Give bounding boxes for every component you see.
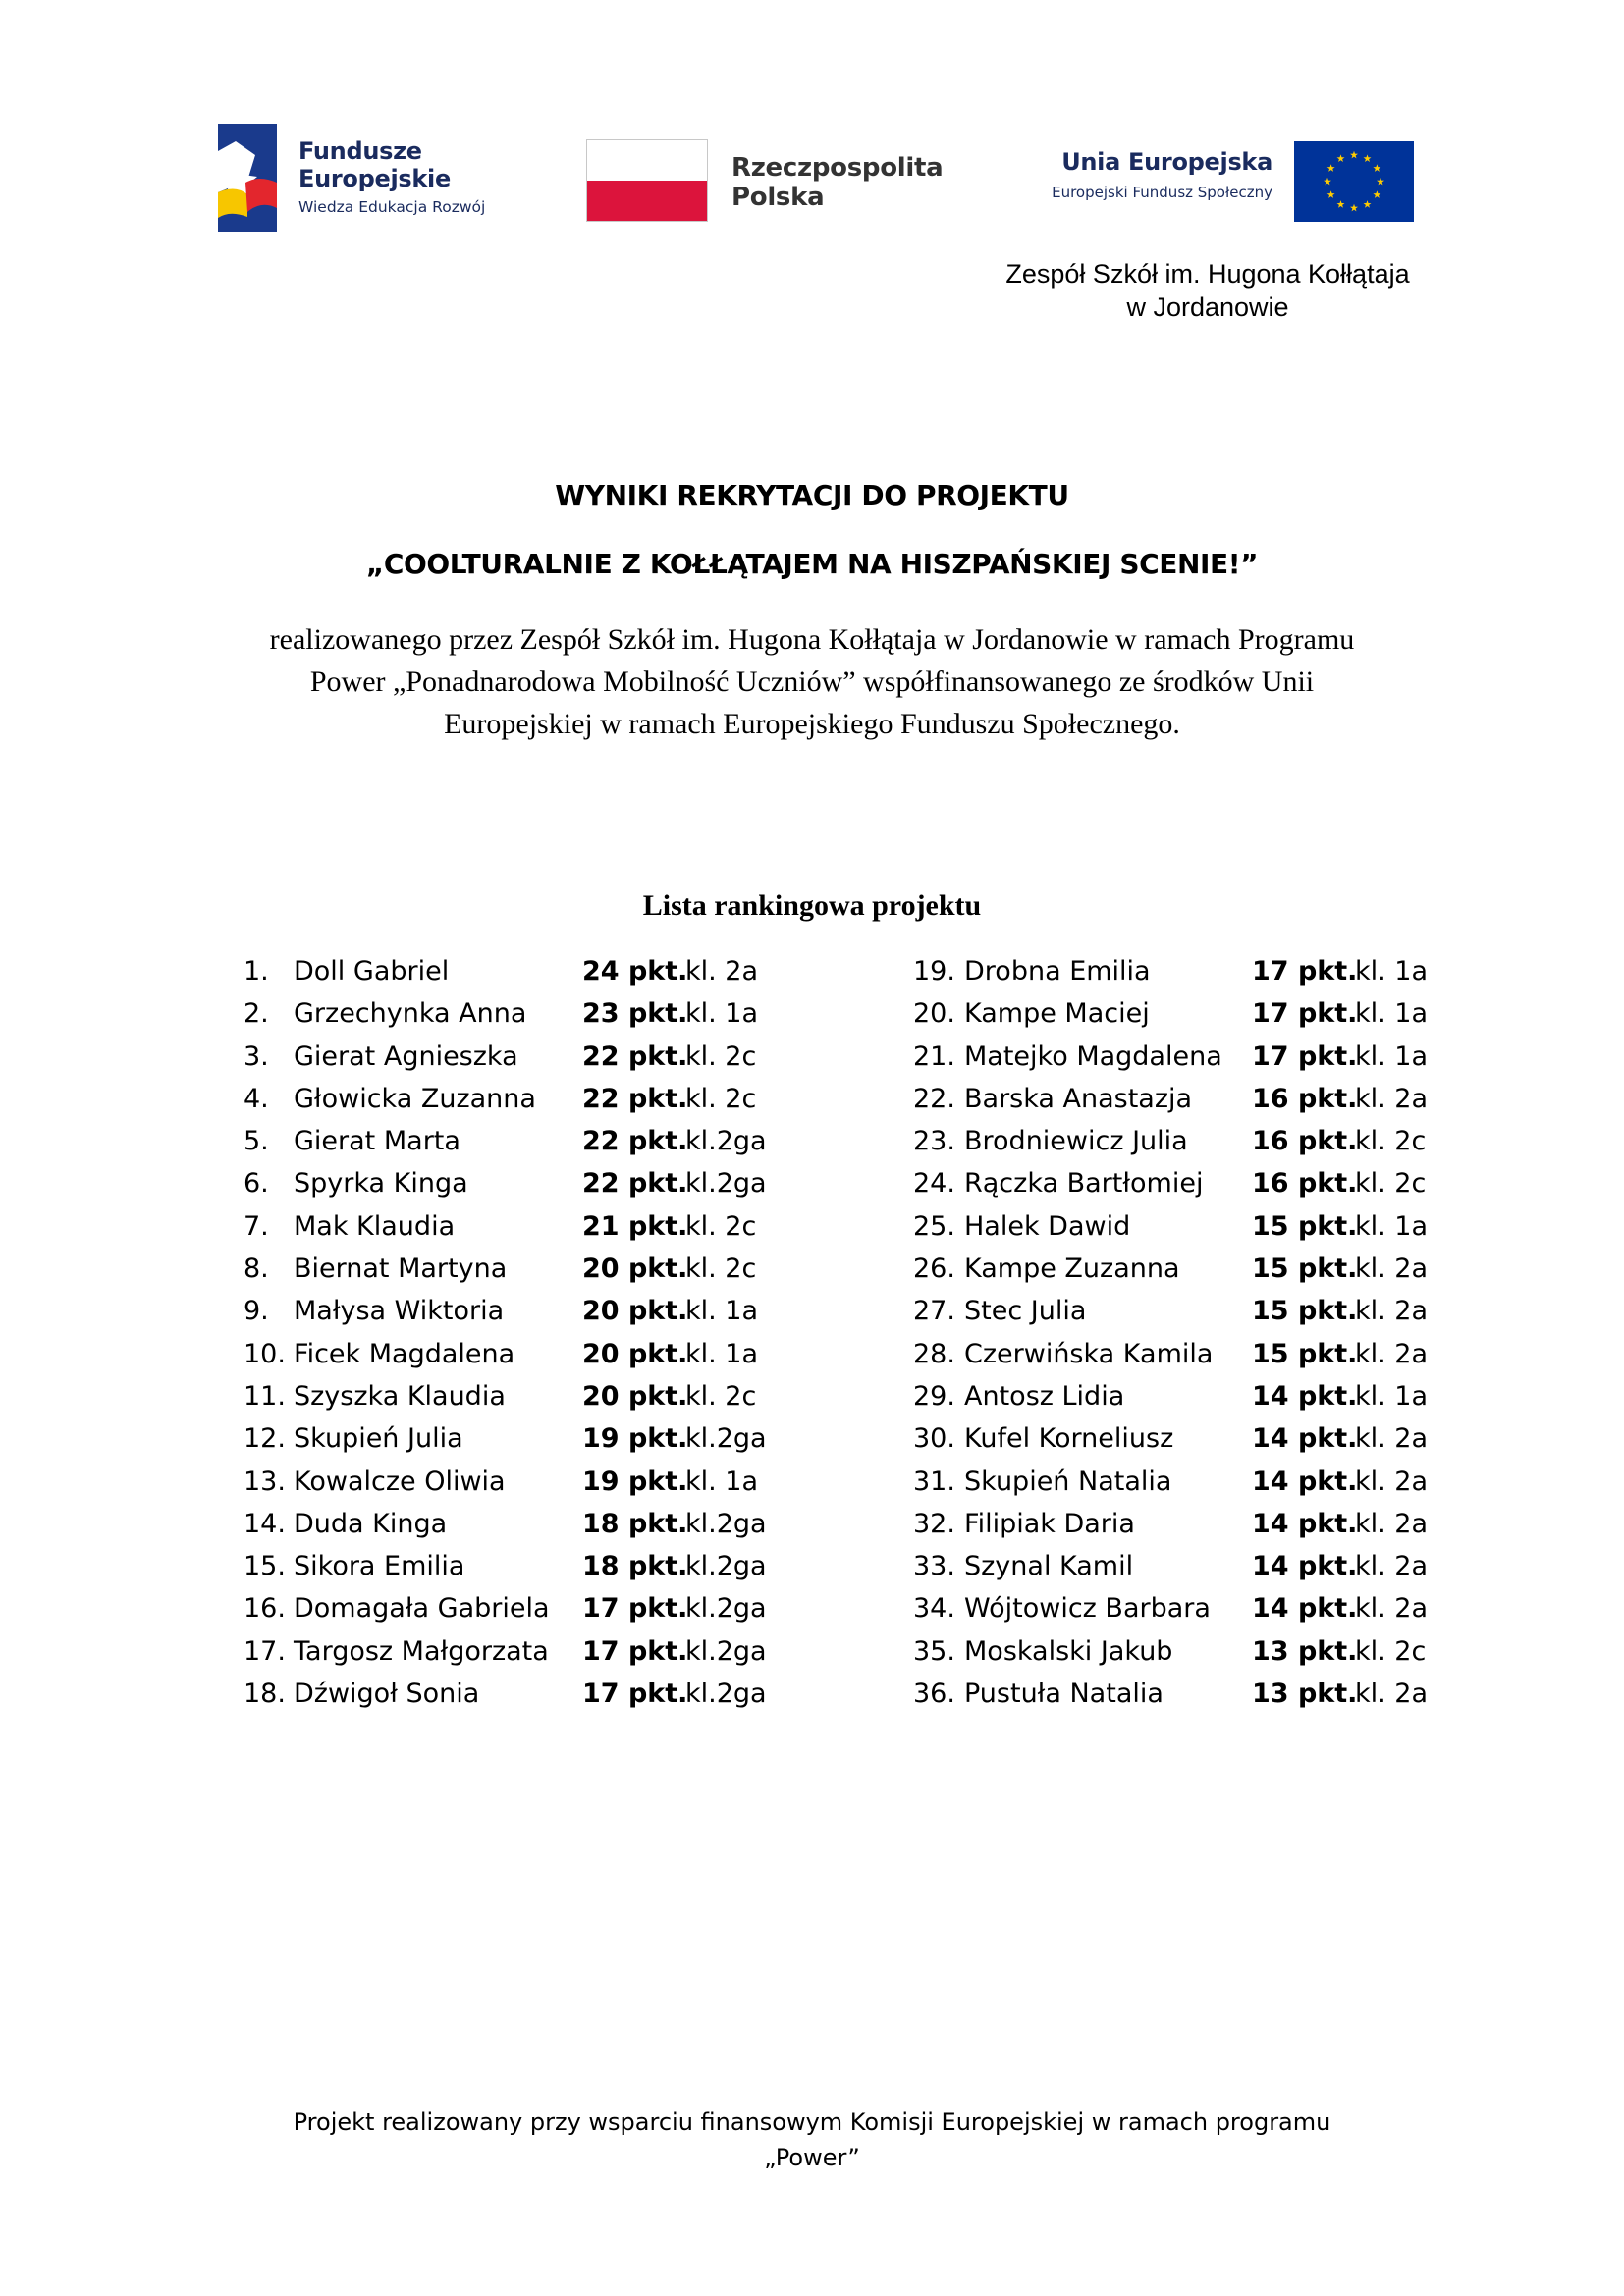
student-name: Ficek Magdalena [294,1338,515,1369]
document-title: WYNIKI REKRYTACJI DO PROJEKTU [555,479,1069,511]
student-points: 21 pkt. [582,1210,688,1242]
student-points: 16 pkt. [1252,1168,1358,1200]
student-points: 20 pkt. [582,1380,688,1412]
description-line: Europejskiej w ramach Europejskiego Funduszu Społecznego. [444,708,1180,740]
ranking-position: 25. [913,1210,955,1242]
student-name: Gierat Agnieszka [294,1041,518,1072]
ranking-position: 17. [244,1635,286,1667]
project-description [196,618,1428,745]
student-name: Kampe Maciej [964,998,1150,1030]
student-points: 18 pkt. [582,1551,688,1582]
ranking-position: 26. [913,1254,955,1285]
student-class: kl. 2a [1355,1551,1429,1582]
ranking-position: 30. [913,1423,955,1455]
rzeczpospolita-polska-logo [586,139,959,228]
student-name: Sikora Emilia [294,1551,465,1582]
student-class: kl. 2c [1355,1126,1427,1157]
student-class: kl. 2a [685,956,759,987]
student-points: 13 pkt. [1252,1635,1358,1667]
student-points: 20 pkt. [582,1338,688,1369]
description-line: Power „Ponadnarodowa Mobilność Uczniów” współfinansowanego ze środków Unii [309,666,1315,698]
student-points: 14 pkt. [1252,1466,1358,1497]
ranking-position: 35. [913,1635,955,1667]
ranking-position: 15. [244,1551,286,1582]
student-name: Dźwigoł Sonia [294,1679,480,1710]
student-points: 15 pkt. [1252,1210,1358,1242]
student-class: kl. 1a [1355,1041,1429,1072]
student-class: kl. 2a [1355,1679,1429,1710]
student-name: Drobna Emilia [964,956,1151,987]
student-name: Halek Dawid [964,1210,1131,1242]
ranking-position: 13. [244,1466,286,1497]
student-points: 22 pkt. [582,1168,688,1200]
ranking-position: 9. [244,1296,269,1327]
student-points: 15 pkt. [1252,1338,1358,1369]
student-points: 20 pkt. [582,1296,688,1327]
footer [0,2105,1624,2175]
fe-logo-line1: Fundusze [298,137,422,165]
ranking-position: 28. [913,1338,955,1369]
student-name: Moskalski Jakub [964,1635,1173,1667]
fe-logo-line2: Europejskie [298,165,451,192]
ranking-position: 24. [913,1168,955,1200]
student-class: kl. 2a [1355,1083,1429,1114]
student-class: kl.2ga [685,1635,767,1667]
fundusze-europejskie-emblem [218,124,277,232]
student-name: Kowalcze Oliwia [294,1466,506,1497]
student-class: kl. 1a [1355,998,1429,1030]
rp-logo-line2: Polska [731,183,825,212]
footer-line1: Projekt realizowany przy wsparciu finansowym Komisji Europejskiej w ramach programu [293,2109,1331,2136]
student-name: Matejko Magdalena [964,1041,1222,1072]
student-name: Grzechynka Anna [294,998,527,1030]
footer-line2: „Power” [764,2144,860,2171]
student-class: kl. 2c [685,1083,757,1114]
student-class: kl. 1a [685,1296,759,1327]
ranking-position: 6. [244,1168,269,1200]
ranking-position: 33. [913,1551,955,1582]
student-class: kl. 2c [685,1210,757,1242]
student-points: 14 pkt. [1252,1508,1358,1539]
student-points: 15 pkt. [1252,1254,1358,1285]
student-class: kl. 2a [1355,1254,1429,1285]
ranking-position: 16. [244,1593,286,1625]
ranking-position: 31. [913,1466,955,1497]
school-name: Zespół Szkół im. Hugona Kołłątaja [1005,259,1410,289]
ranking-position: 3. [244,1041,269,1072]
ranking-position: 8. [244,1254,269,1285]
student-name: Duda Kinga [294,1508,448,1539]
ranking-position: 34. [913,1593,955,1625]
student-points: 22 pkt. [582,1126,688,1157]
ranking-position: 5. [244,1126,269,1157]
student-points: 14 pkt. [1252,1423,1358,1455]
student-class: kl. 2a [1355,1296,1429,1327]
student-class: kl. 2c [685,1041,757,1072]
student-class: kl.2ga [685,1551,767,1582]
school-header [972,257,1443,324]
student-name: Kampe Zuzanna [964,1254,1180,1285]
ranking-position: 27. [913,1296,955,1327]
student-class: kl. 2c [1355,1168,1427,1200]
student-points: 14 pkt. [1252,1593,1358,1625]
fe-logo-tagline: Wiedza Edukacja Rozwój [298,198,486,216]
student-class: kl.2ga [685,1423,767,1455]
ranking-position: 20. [913,998,955,1030]
student-name: Pustuła Natalia [964,1679,1164,1710]
student-class: kl. 2c [1355,1635,1427,1667]
ranking-position: 36. [913,1679,955,1710]
student-points: 18 pkt. [582,1508,688,1539]
ranking-position: 19. [913,956,955,987]
student-name: Czerwińska Kamila [964,1338,1214,1369]
polish-flag-icon [586,139,708,222]
student-name: Rączka Bartłomiej [964,1168,1204,1200]
student-points: 17 pkt. [1252,1041,1358,1072]
ranking-position: 18. [244,1679,286,1710]
ranking-position: 32. [913,1508,955,1539]
student-points: 14 pkt. [1252,1380,1358,1412]
ranking-position: 1. [244,956,269,987]
student-class: kl. 1a [685,1466,759,1497]
student-name: Domagała Gabriela [294,1593,550,1625]
description-line: realizowanego przez Zespół Szkół im. Hugona Kołłątaja w Jordanowie w ramach Programu [269,623,1355,656]
ranking-position: 4. [244,1083,269,1114]
student-class: kl. 1a [685,998,759,1030]
student-class: kl. 1a [1355,956,1429,987]
student-points: 13 pkt. [1252,1679,1358,1710]
ranking-position: 23. [913,1126,955,1157]
student-name: Skupień Natalia [964,1466,1172,1497]
student-points: 17 pkt. [1252,956,1358,987]
school-location: w Jordanowie [1126,293,1289,322]
student-name: Gierat Marta [294,1126,460,1157]
student-points: 16 pkt. [1252,1126,1358,1157]
student-class: kl.2ga [685,1508,767,1539]
student-points: 23 pkt. [582,998,688,1030]
student-class: kl. 2c [685,1254,757,1285]
ranking-position: 22. [913,1083,955,1114]
student-name: Kufel Korneliusz [964,1423,1174,1455]
student-points: 22 pkt. [582,1041,688,1072]
student-name: Szyszka Klaudia [294,1380,506,1412]
student-name: Skupień Julia [294,1423,463,1455]
project-name: „COOLTURALNIE Z KOŁŁĄTAJEM NA HISZPAŃSKIEJ SCENIE!” [365,548,1259,580]
student-points: 20 pkt. [582,1254,688,1285]
student-name: Antosz Lidia [964,1380,1125,1412]
unia-europejska-logo [1011,141,1424,224]
student-name: Stec Julia [964,1296,1087,1327]
student-class: kl. 2a [1355,1508,1429,1539]
student-class: kl. 2a [1355,1593,1429,1625]
ranking-position: 7. [244,1210,269,1242]
ue-logo-line2: Europejski Fundusz Społeczny [1052,184,1272,201]
student-class: kl. 2a [1355,1466,1429,1497]
ranking-position: 10. [244,1338,286,1369]
student-name: Wójtowicz Barbara [964,1593,1211,1625]
student-points: 19 pkt. [582,1466,688,1497]
student-class: kl.2ga [685,1168,767,1200]
ranking-title: Lista rankingowa projektu [642,889,982,922]
student-name: Brodniewicz Julia [964,1126,1188,1157]
student-points: 14 pkt. [1252,1551,1358,1582]
ranking-position: 29. [913,1380,955,1412]
student-name: Barska Anastazja [964,1083,1193,1114]
student-class: kl. 1a [1355,1210,1429,1242]
student-points: 17 pkt. [582,1635,688,1667]
ranking-position: 11. [244,1380,286,1412]
student-name: Targosz Małgorzata [294,1635,549,1667]
student-points: 16 pkt. [1252,1083,1358,1114]
student-points: 17 pkt. [1252,998,1358,1030]
student-name: Mak Klaudia [294,1210,456,1242]
student-name: Filipiak Daria [964,1508,1135,1539]
student-name: Biernat Martyna [294,1254,508,1285]
student-class: kl.2ga [685,1126,767,1157]
student-class: kl. 1a [685,1338,759,1369]
ranking-position: 12. [244,1423,286,1455]
ranking-position: 2. [244,998,269,1030]
student-class: kl.2ga [685,1679,767,1710]
student-points: 17 pkt. [582,1593,688,1625]
ue-logo-line1: Unia Europejska [1061,148,1272,176]
student-class: kl. 2a [1355,1338,1429,1369]
student-points: 19 pkt. [582,1423,688,1455]
student-class: kl.2ga [685,1593,767,1625]
ranking-position: 21. [913,1041,955,1072]
fundusze-europejskie-logo [218,124,532,232]
student-class: kl. 1a [1355,1380,1429,1412]
student-points: 22 pkt. [582,1083,688,1114]
student-points: 15 pkt. [1252,1296,1358,1327]
student-class: kl. 2a [1355,1423,1429,1455]
student-name: Doll Gabriel [294,956,450,987]
student-name: Spyrka Kinga [294,1168,468,1200]
student-name: Głowicka Zuzanna [294,1083,536,1114]
student-name: Małysa Wiktoria [294,1296,505,1327]
ranking-position: 14. [244,1508,286,1539]
student-points: 24 pkt. [582,956,688,987]
rp-logo-line1: Rzeczpospolita [731,153,944,183]
student-points: 17 pkt. [582,1679,688,1710]
eu-flag-icon [1294,141,1414,222]
student-name: Szynal Kamil [964,1551,1134,1582]
student-class: kl. 2c [685,1380,757,1412]
